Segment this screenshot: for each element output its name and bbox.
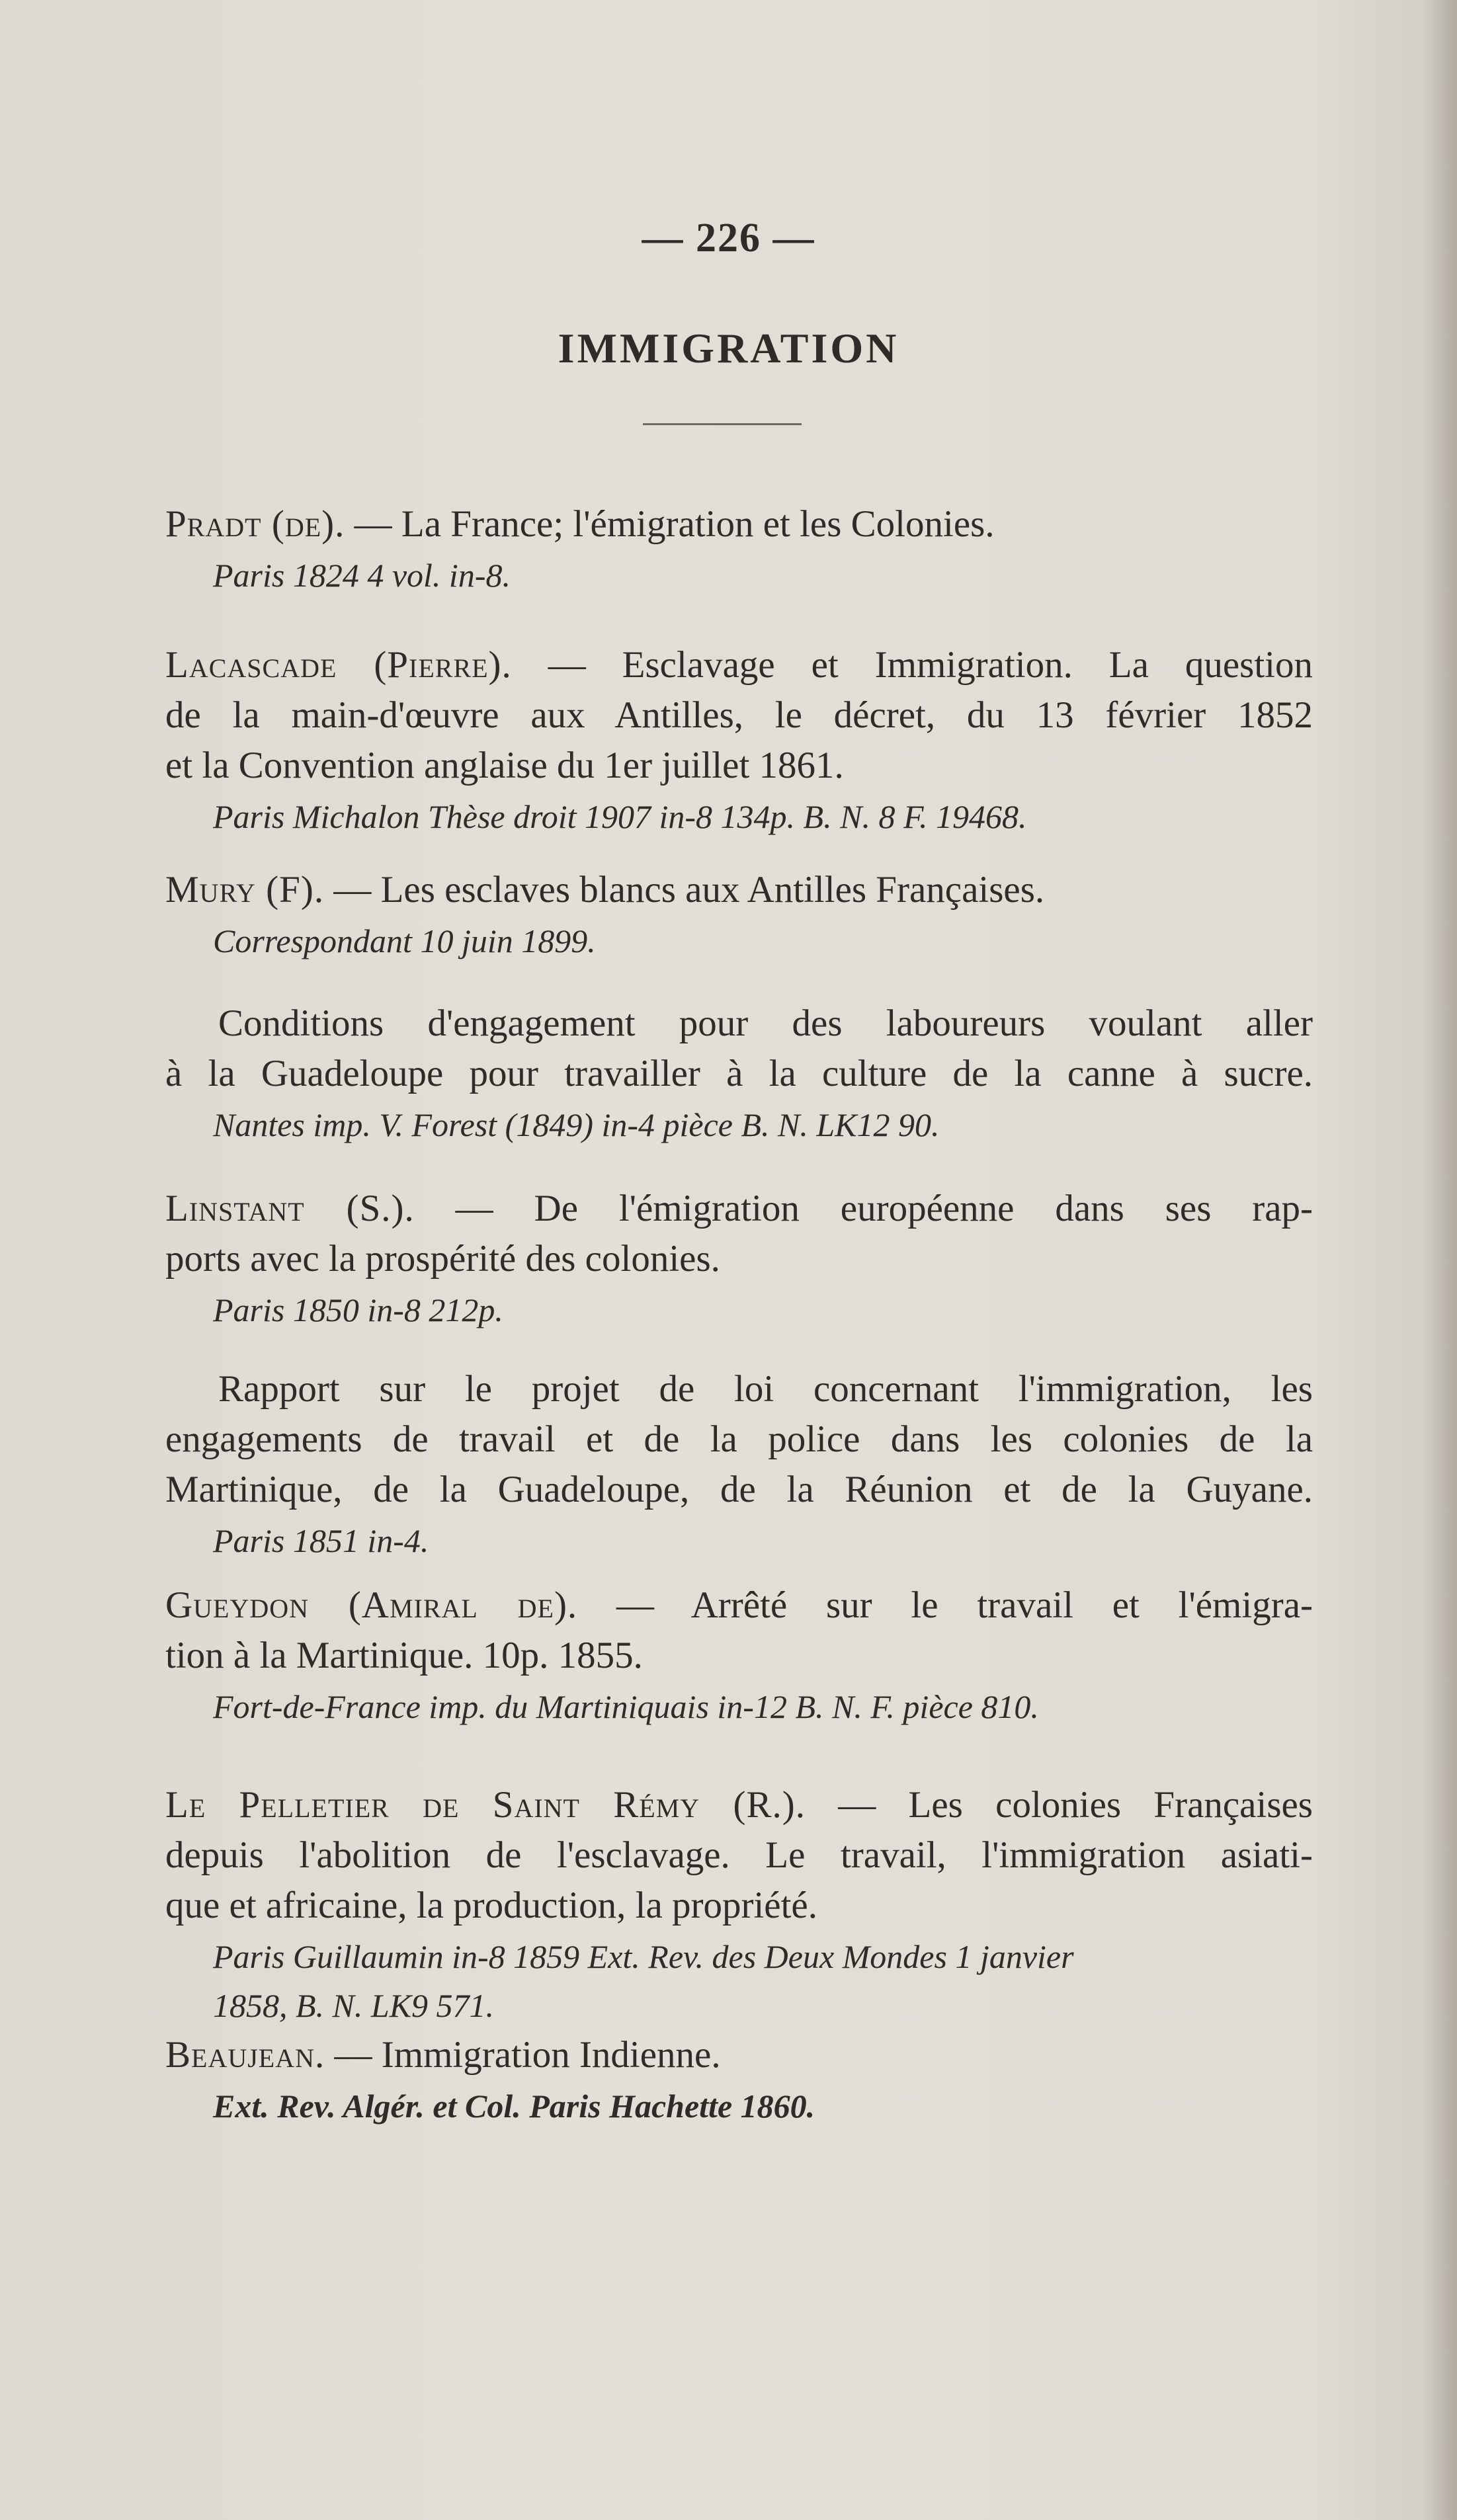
bibliography-entry	[165, 499, 1313, 598]
entry-text-line: — La France; l'émigration et les Colonies.	[354, 503, 995, 545]
entry-author: Mury (F).	[165, 869, 325, 911]
bibliography-entry	[165, 998, 1313, 1148]
entry-author: Lacascade (Pierre).	[165, 644, 512, 686]
entry-text-line: — Les esclaves blancs aux Antilles Françaises.	[333, 869, 1045, 911]
bibliography-entry	[165, 640, 1313, 840]
entry-imprint: Fort-de-France imp. du Martiniquais in-12 B. N. F. pièce 810.	[213, 1688, 1039, 1725]
entry-text-line: — Immigration Indienne.	[334, 2034, 721, 2076]
entry-text-line: ports avec la prospérité des colonies.	[165, 1238, 720, 1280]
bibliography-entry	[165, 1184, 1313, 1333]
page-edge-shadow	[1424, 0, 1457, 2520]
entry-text-line: — Esclavage et Immigration. La question	[548, 644, 1313, 686]
section-title: IMMIGRATION	[558, 325, 899, 372]
entry-imprint: Paris Michalon Thèse droit 1907 in-8 134p. B. N. 8 F. 19468.	[213, 798, 1027, 835]
entry-text-line: que et africaine, la production, la propriété.	[165, 1885, 817, 1926]
entry-imprint: Paris 1850 in-8 212p.	[213, 1291, 503, 1328]
entry-text-line: de la main-d'œuvre aux Antilles, le décret, du 13 février 1852	[165, 694, 1313, 736]
entry-text-line: à la Guadeloupe pour travailler à la culture de la canne à sucre.	[165, 1053, 1313, 1094]
entry-imprint: Nantes imp. V. Forest (1849) in-4 pièce B. N. LK12 90.	[213, 1106, 940, 1143]
entry-author: Gueydon (Amiral de).	[165, 1584, 578, 1626]
entry-author: Le Pelletier de Saint Rémy (R.).	[165, 1784, 806, 1826]
bibliography-entry	[165, 1780, 1313, 2029]
entry-imprint: Paris 1851 in-4.	[213, 1522, 429, 1559]
entry-author: Linstant (S.).	[165, 1188, 415, 1229]
entry-text-line: Rapport sur le projet de loi concernant l'immigration, les	[218, 1368, 1313, 1410]
entry-imprint: Ext. Rev. Algér. et Col. Paris Hachette 1860.	[213, 2088, 815, 2125]
bibliography-entry	[165, 2030, 1313, 2129]
title-rule	[643, 423, 802, 425]
entry-author: Beaujean.	[165, 2034, 325, 2076]
entry-text-line: — De l'émigration européenne dans ses rap-	[455, 1188, 1313, 1229]
entry-imprint: Paris Guillaumin in-8 1859 Ext. Rev. des Deux Mondes 1 janvier	[213, 1938, 1074, 1975]
entry-imprint: Correspondant 10 juin 1899.	[213, 922, 596, 959]
entry-text-line: Martinique, de la Guadeloupe, de la Réunion et de la Guyane.	[165, 1469, 1313, 1510]
entry-text-line: — Arrêté sur le travail et l'émigra-	[616, 1584, 1313, 1626]
page-number: — 226 —	[642, 216, 815, 261]
entry-text-line: engagements de travail et de la police dans les colonies de la	[165, 1418, 1313, 1460]
entry-imprint: Paris 1824 4 vol. in-8.	[213, 557, 511, 594]
entry-author: Pradt (de).	[165, 503, 345, 545]
bibliography-entry	[165, 1364, 1313, 1564]
entry-text-line: tion à la Martinique. 10p. 1855.	[165, 1635, 643, 1676]
entry-text-line: depuis l'abolition de l'esclavage. Le travail, l'immigration asiati-	[165, 1834, 1313, 1876]
entry-text-line: et la Convention anglaise du 1er juillet 1861.	[165, 745, 844, 786]
entry-text-line: — Les colonies Françaises	[838, 1784, 1313, 1826]
bibliography-entry	[165, 865, 1313, 964]
entry-imprint-continued: 1858, B. N. LK9 571.	[213, 1987, 495, 2024]
bibliography-entry	[165, 1580, 1313, 1730]
entry-text-line: Conditions d'engagement pour des laboureurs voulant aller	[218, 1002, 1313, 1044]
